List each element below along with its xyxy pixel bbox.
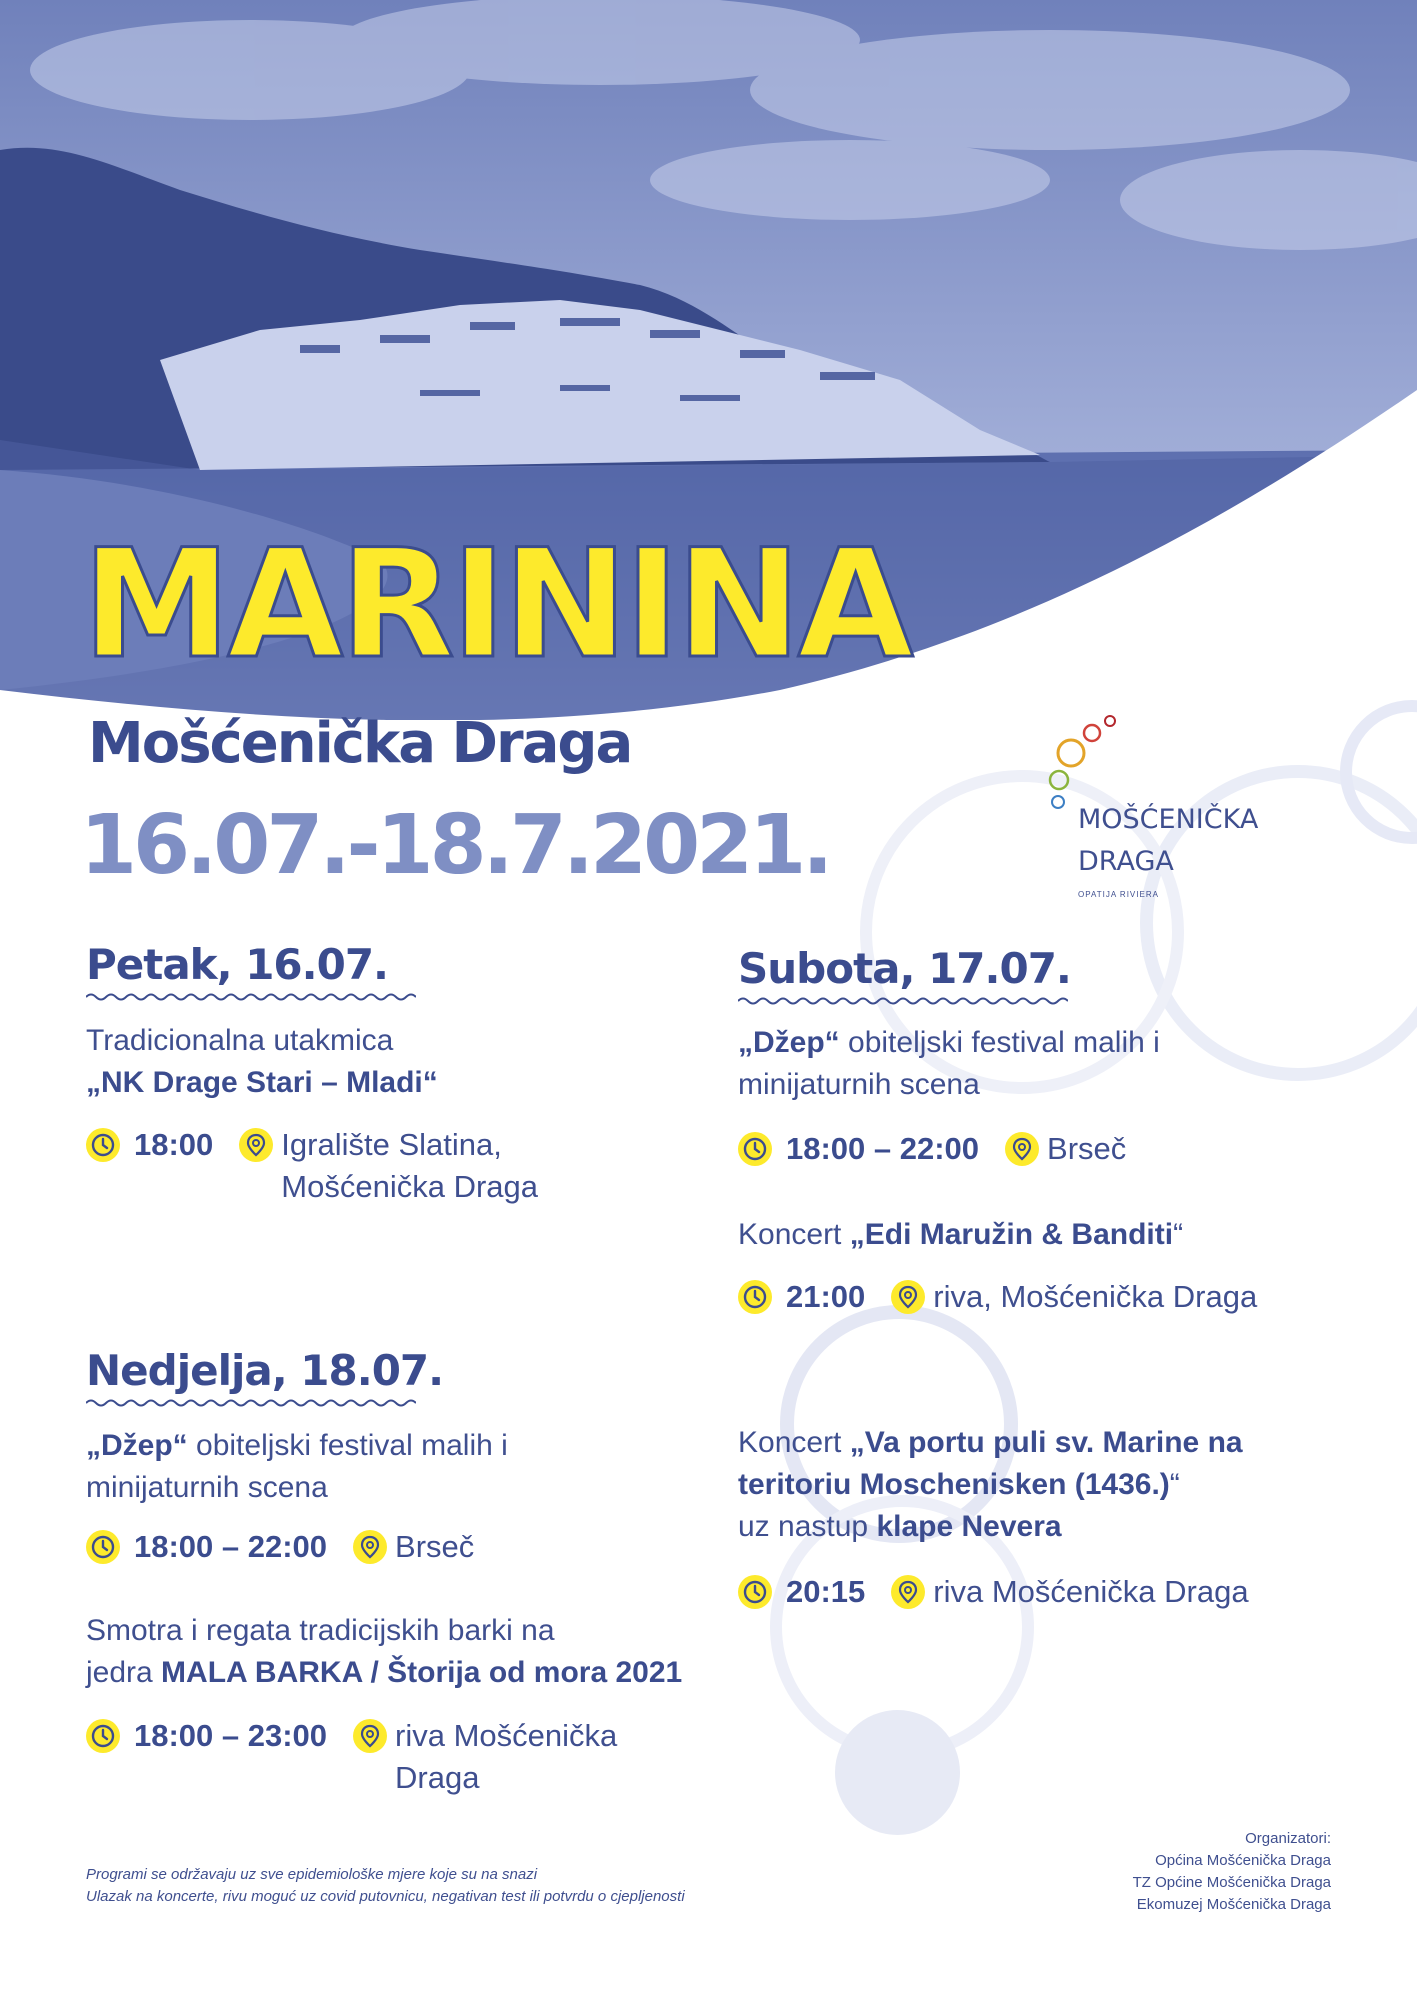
clock-icon bbox=[86, 1719, 120, 1753]
location-pin-icon bbox=[1005, 1132, 1039, 1166]
day-friday bbox=[86, 940, 416, 1002]
event-place: riva Mošćenička Draga bbox=[933, 1574, 1249, 1609]
event-time: 18:00 – 23:00 bbox=[134, 1718, 328, 1753]
day-heading: Nedjelja, 18.07. bbox=[86, 1346, 444, 1395]
event-concert-edi-meta bbox=[738, 1276, 1257, 1318]
epidemic-note: Programi se održavaju uz sve epidemiološke mjere koje su na snazi Ulazak na koncerte, rivu moguć uz covid putovnicu, negativan test ili potvrdu o cjepljenosti bbox=[86, 1866, 685, 1905]
event-place: Igralište Slatina, Mošćenička Draga bbox=[281, 1127, 539, 1204]
decor-dot bbox=[835, 1710, 960, 1835]
event-concert-nevera-meta bbox=[738, 1571, 1249, 1613]
logo-line-3: OPATIJA RIVIERA bbox=[1078, 890, 1159, 899]
event-concert-nevera: Koncert „Va portu puli sv. Marine na teritoriu Moschenisken (1436.)“ uz nastup klape Nevera bbox=[738, 1426, 1243, 1543]
event-time: 18:00 – 22:00 bbox=[134, 1529, 328, 1564]
day-heading: Subota, 17.07. bbox=[738, 944, 1071, 993]
location-pin-icon bbox=[891, 1575, 925, 1609]
event-title: MARININA bbox=[82, 518, 910, 692]
location-pin-icon bbox=[353, 1530, 387, 1564]
clock-icon bbox=[86, 1530, 120, 1564]
event-regatta-meta bbox=[86, 1715, 617, 1799]
event-place: Brseč bbox=[395, 1529, 475, 1564]
logo-line-1: MOŠĆENIČKA bbox=[1078, 804, 1259, 835]
event-dzep-saturday-meta bbox=[738, 1128, 1126, 1170]
event-place: Brseč bbox=[1047, 1131, 1127, 1166]
event-regatta: Smotra i regata tradicijskih barki na jedra MALA BARKA / Štorija od mora 2021 bbox=[86, 1614, 683, 1689]
day-sunday bbox=[86, 1346, 444, 1408]
event-dzep-saturday: „Džep“ obiteljski festival malih i minijaturnih scena bbox=[738, 1026, 1160, 1101]
event-time: 20:15 bbox=[786, 1574, 866, 1609]
organizers: Organizatori: Općina Mošćenička Draga TZ Općine Mošćenička Draga Ekomuzej Mošćenička Draga bbox=[1132, 1830, 1331, 1913]
location-subtitle: Mošćenička Draga bbox=[88, 711, 632, 776]
logo-line-2: DRAGA bbox=[1078, 846, 1174, 877]
day-saturday bbox=[738, 944, 1071, 1006]
event-dzep-sunday-meta bbox=[86, 1526, 474, 1568]
clock-icon bbox=[738, 1280, 772, 1314]
event-time: 21:00 bbox=[786, 1279, 866, 1314]
location-pin-icon bbox=[239, 1128, 273, 1162]
event-dzep-sunday: „Džep“ obiteljski festival malih i minijaturnih scena bbox=[86, 1429, 508, 1504]
clock-icon bbox=[738, 1132, 772, 1166]
event-time: 18:00 bbox=[134, 1127, 214, 1162]
event-place: riva Mošćenička Draga bbox=[395, 1718, 618, 1795]
event-dates: 16.07.-18.7.2021. bbox=[80, 798, 830, 893]
clock-icon bbox=[86, 1128, 120, 1162]
event-time: 18:00 – 22:00 bbox=[786, 1131, 980, 1166]
wave-divider bbox=[86, 1398, 416, 1408]
event-place: riva, Mošćenička Draga bbox=[933, 1279, 1258, 1314]
municipality-logo bbox=[1030, 712, 1330, 902]
logo-circles-icon bbox=[1030, 712, 1150, 812]
event-concert-edi: Koncert „Edi Maružin & Banditi“ bbox=[738, 1218, 1184, 1251]
clock-icon bbox=[738, 1575, 772, 1609]
event-football: Tradicionalna utakmica „NK Drage Stari – Mladi“ bbox=[86, 1024, 438, 1099]
location-pin-icon bbox=[353, 1719, 387, 1753]
wave-divider bbox=[86, 992, 416, 1002]
wave-divider bbox=[738, 996, 1068, 1006]
day-heading: Petak, 16.07. bbox=[86, 940, 388, 989]
event-football-meta bbox=[86, 1124, 538, 1208]
location-pin-icon bbox=[891, 1280, 925, 1314]
